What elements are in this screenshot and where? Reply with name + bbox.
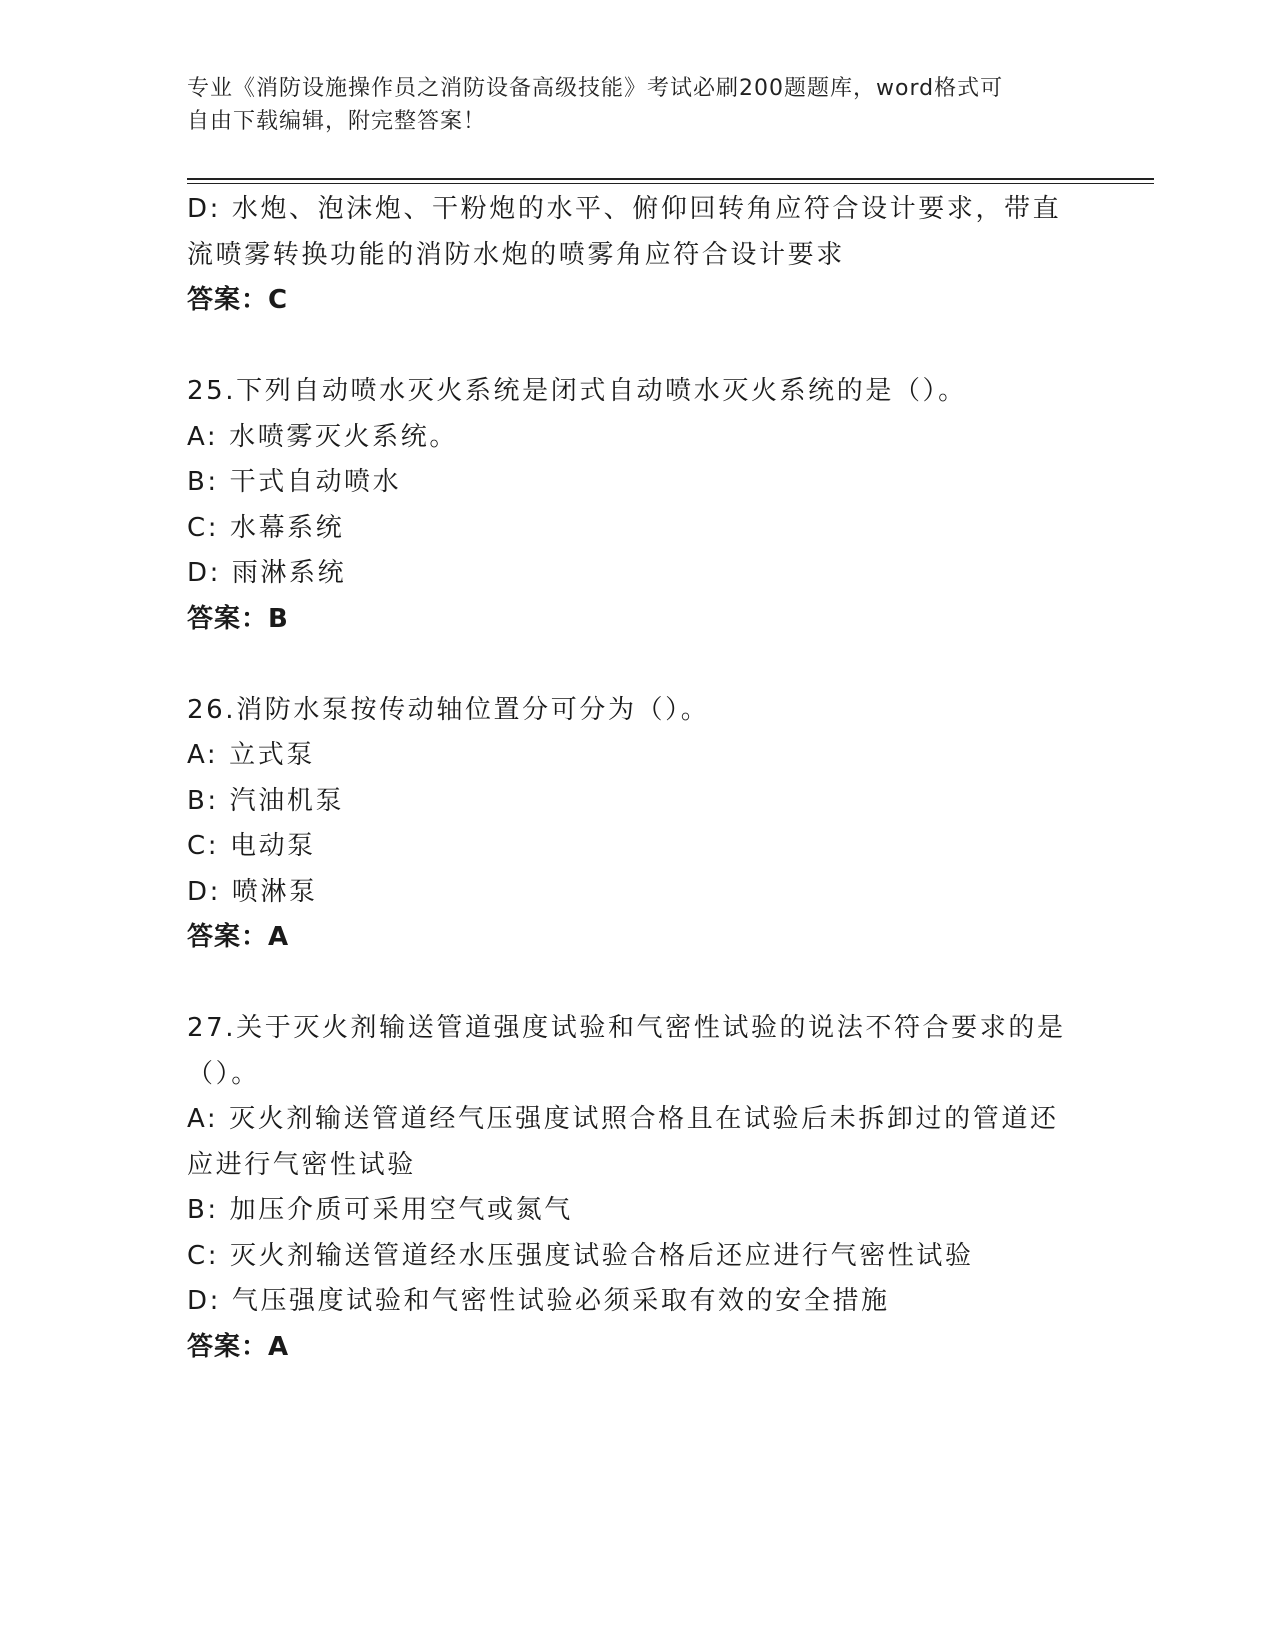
spacer — [187, 324, 1087, 370]
question-27 — [187, 1006, 1087, 1370]
option-a: A: 水喷雾灭火系统。 — [187, 421, 458, 452]
option-b: B: 加压介质可采用空气或氮气 — [187, 1195, 573, 1225]
option-a-continued: 应进行气密性试验 — [187, 1149, 416, 1180]
document-body — [187, 187, 1087, 1370]
option-d: D: 气压强度试验和气密性试验必须采取有效的安全措施 — [187, 1286, 890, 1316]
spacer — [187, 961, 1087, 1007]
option-b: B: 汽油机泵 — [187, 785, 345, 816]
answer: 答案：A — [187, 922, 290, 952]
answer: 答案：A — [187, 1331, 290, 1362]
option-c: C: 灭火剂输送管道经水压强度试验合格后还应进行气密性试验 — [187, 1240, 974, 1271]
option-a: A: 灭火剂输送管道经气压强度试照合格且在试验后未拆卸过的管道还 — [187, 1104, 1059, 1134]
option-c: C: 水幕系统 — [187, 512, 345, 543]
option-b: B: 干式自动喷水 — [187, 467, 402, 497]
question-25 — [187, 369, 1087, 642]
document-header — [187, 72, 1087, 138]
option-d: D: 喷淋泵 — [187, 876, 318, 907]
question-text: 26.消防水泵按传动轴位置分可分为（）。 — [187, 694, 710, 725]
question-text-continued: （）。 — [187, 1058, 260, 1089]
spacer — [187, 642, 1087, 688]
answer: 答案：B — [187, 603, 289, 634]
question-text: 25.下列自动喷水灭火系统是闭式自动喷水灭火系统的是（）。 — [187, 376, 967, 406]
header-divider — [187, 178, 1154, 184]
option-a: A: 立式泵 — [187, 740, 315, 770]
header-line-2: 自由下载编辑，附完整答案！ — [187, 109, 487, 134]
option-c: C: 电动泵 — [187, 831, 316, 861]
option-d: D: 水炮、泡沫炮、干粉炮的水平、俯仰回转角应符合设计要求，带直 — [187, 194, 1062, 224]
question-24-tail — [187, 187, 1087, 324]
answer: 答案：C — [187, 285, 289, 315]
question-text: 27.关于灭火剂输送管道强度试验和气密性试验的说法不符合要求的是 — [187, 1013, 1066, 1043]
option-d: D: 雨淋系统 — [187, 558, 347, 588]
question-26 — [187, 688, 1087, 961]
header-line-1: 专业《消防设施操作员之消防设备高级技能》考试必刷200题题库，word格式可 — [187, 76, 1004, 101]
option-d-continued: 流喷雾转换功能的消防水炮的喷雾角应符合设计要求 — [187, 239, 845, 270]
